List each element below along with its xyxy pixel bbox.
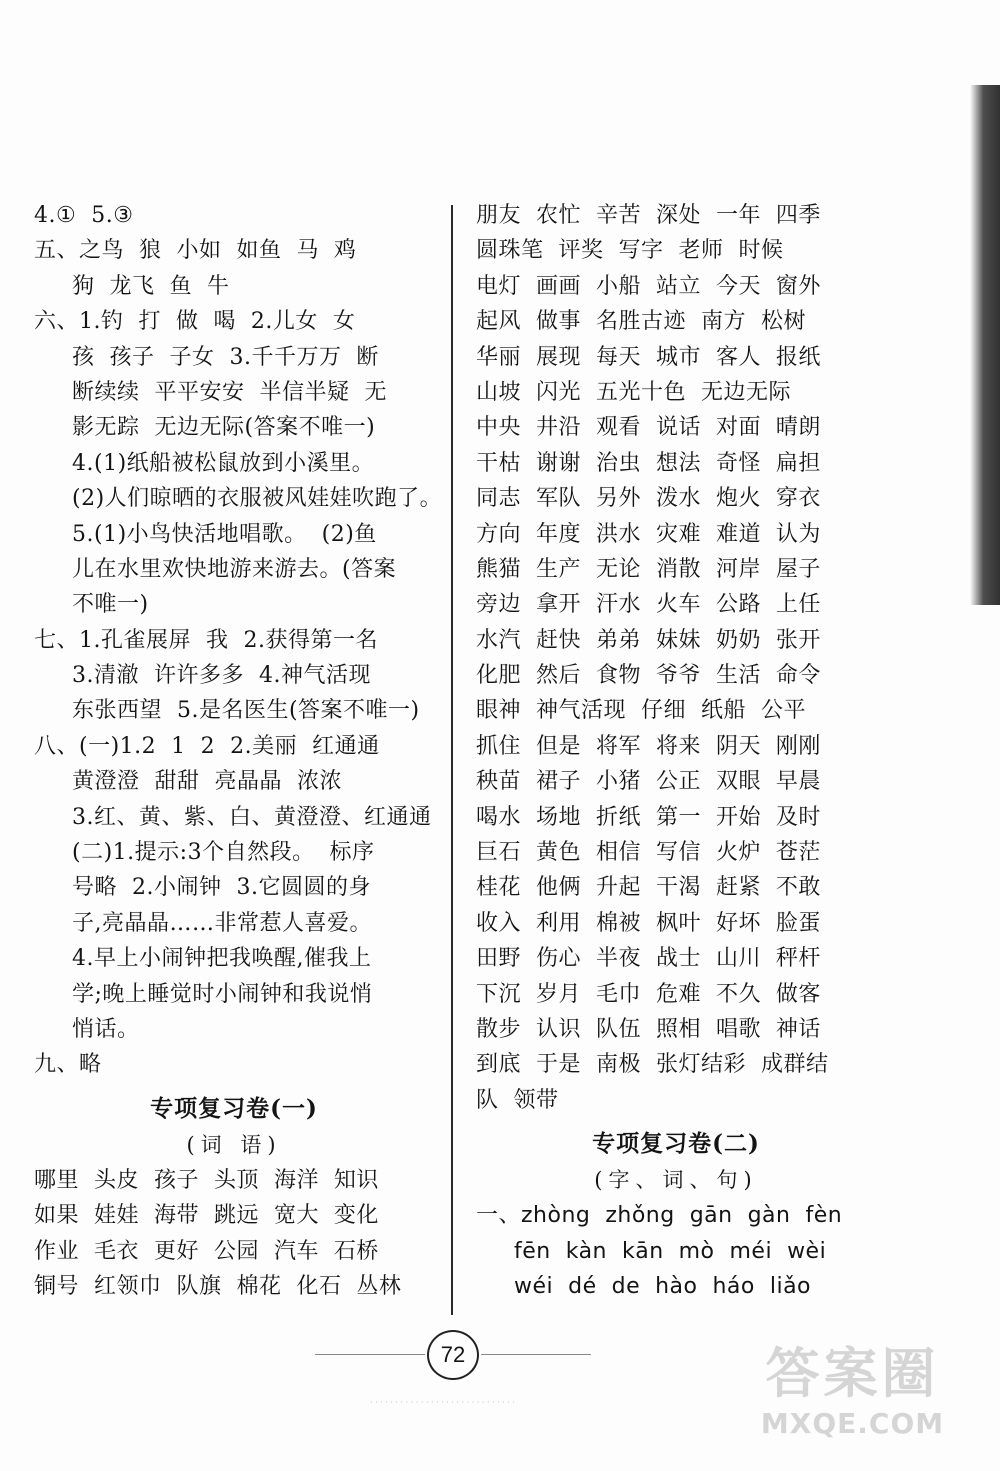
vocab-line: 哪里 头皮 孩子 头顶 海洋 知识 [34,1167,379,1193]
answer-line: 4.(1)纸船被松鼠放到小溪里。 [72,450,375,476]
answer-line: 5.(1)小鸟快活地唱歌。 (2)鱼 [72,521,377,547]
vocab-line: 水汽 赶快 弟弟 妹妹 奶奶 张开 [476,627,821,653]
answer-line: 八、(一)1.2 1 2 2.美丽 红通通 [34,733,380,759]
section-title: 专项复习卷(二) [592,1130,760,1158]
answer-line: 孩 孩子 子女 3.千千万万 断 [72,344,379,370]
left-column [34,198,443,1304]
answer-line: 七、1.孔雀展屏 我 2.获得第一名 [34,627,378,653]
answer-line: 影无踪 无边无际(答案不唯一) [72,415,376,441]
pinyin-block [476,1198,876,1304]
vocab-line: 到底 于是 南极 张灯结彩 成群结 [476,1052,829,1078]
section-subtitle: (词 语) [186,1132,282,1157]
vocab-line: 抓住 但是 将军 将来 阴天 刚刚 [476,733,821,759]
answer-line: 儿在水里欢快地游来游去。(答案 [72,556,397,582]
column-divider [451,205,453,1315]
answer-line: 断续续 平平安安 半信半疑 无 [72,379,387,405]
right-column [476,198,876,1304]
vocab-line: 电灯 画画 小船 站立 今天 窗外 [476,273,821,299]
answer-line: (二)1.提示:3个自然段。 标序 [72,840,375,866]
vocab-line: 眼神 神气活现 仔细 纸船 公平 [476,698,806,724]
vocab-line: 秧苗 裙子 小猪 公正 双眼 早晨 [476,769,821,795]
vocab-line: 田野 伤心 半夜 战士 山川 秤杆 [476,946,821,972]
vocab-line: 桂花 他俩 升起 干渴 赶紧 不敢 [476,875,821,901]
answer-line: 学;晚上睡觉时小闹钟和我说悄 [72,981,373,1007]
scan-edge-shadow [970,85,1000,605]
answer-line: 九、略 [34,1052,102,1078]
watermark [725,1341,980,1451]
vocab-line: 巨石 黄色 相信 写信 火炉 苍茫 [476,840,821,866]
answer-line: 子,亮晶晶……非常惹人喜爱。 [72,910,372,936]
pinyin-line: 一、zhòng zhǒng gān gàn fèn [476,1203,843,1229]
vocab-line: 收入 利用 棉被 枫叶 好坏 脸蛋 [476,910,821,936]
vocab-line: 队 领带 [476,1087,559,1113]
answer-line: 号略 2.小闹钟 3.它圆圆的身 [72,875,371,901]
answer-line: 东张西望 5.是名医生(答案不唯一) [72,698,420,724]
vocab-line: 化肥 然后 食物 爷爷 生活 命令 [476,663,821,689]
answer-line: 悄话。 [72,1016,140,1042]
answer-line: (2)人们晾晒的衣服被风娃娃吹跑了。 [72,486,443,512]
vocab-block [34,1163,434,1305]
vocab-line: 喝水 场地 折纸 第一 开始 及时 [476,804,821,830]
section-subtitle: (字、词、句) [594,1168,758,1193]
answer-line: 3.清澈 许许多多 4.神气活现 [72,663,371,689]
footer-fine-print: · · · · · · · · · · · · · · · · · · · · · · · · · · · · · [370,1398,515,1407]
vocab-line: 方向 年度 洪水 灾难 难道 认为 [476,521,821,547]
vocab-line: 中央 井沿 观看 说话 对面 晴朗 [476,415,821,441]
vocab-line: 下沉 岁月 毛巾 危难 不久 做客 [476,981,821,1007]
answer-line: 五、之鸟 狼 小如 如鱼 马 鸡 [34,238,357,264]
pinyin-line: wéi dé de hào háo liǎo [514,1273,812,1299]
vocab-line: 作业 毛衣 更好 公园 汽车 石桥 [34,1238,379,1264]
page-number: 72 [427,1330,479,1380]
answer-line: 狗 龙飞 鱼 牛 [72,273,230,299]
answer-line: 4.① 5.③ [34,203,134,228]
answer-line: 黄澄澄 甜甜 亮晶晶 浓浓 [72,769,342,795]
watermark-logo-text: 答案圈 [765,1342,940,1405]
left-answers-block [34,198,443,1083]
vocab-line: 朋友 农忙 辛苦 深处 一年 四季 [476,203,821,228]
watermark-url: MXQE.COM [760,1407,945,1440]
answer-line: 3.红、黄、紫、白、黄澄澄、红通通 [72,804,432,830]
answer-line: 六、1.钓 打 做 喝 2.儿女 女 [34,309,356,335]
vocab-line: 华丽 展现 每天 城市 客人 报纸 [476,344,821,370]
vocab-line: 铜号 红领巾 队旗 棉花 化石 丛林 [34,1273,402,1299]
vocab-line: 旁边 拿开 汗水 火车 公路 上任 [476,592,821,618]
right-vocab-block [476,198,876,1118]
vocab-line: 起风 做事 名胜古迹 南方 松树 [476,309,806,335]
vocab-line: 同志 军队 另外 泼水 炮火 穿衣 [476,486,821,512]
answer-line: 不唯一) [72,592,149,618]
answer-line: 4.早上小闹钟把我唤醒,催我上 [72,946,372,972]
vocab-line: 散步 认识 队伍 照相 唱歌 神话 [476,1016,821,1042]
vocab-line: 熊猫 生产 无论 消散 河岸 屋子 [476,556,821,582]
section-title: 专项复习卷(一) [150,1094,318,1122]
vocab-line: 干枯 谢谢 治虫 想法 奇怪 扁担 [476,450,821,476]
vocab-line: 如果 娃娃 海带 跳远 宽大 变化 [34,1203,379,1229]
vocab-line: 圆珠笔 评奖 写字 老师 时候 [476,238,784,264]
vocab-line: 山坡 闪光 五光十色 无边无际 [476,379,791,405]
pinyin-line: fēn kàn kān mò méi wèi [514,1238,827,1264]
